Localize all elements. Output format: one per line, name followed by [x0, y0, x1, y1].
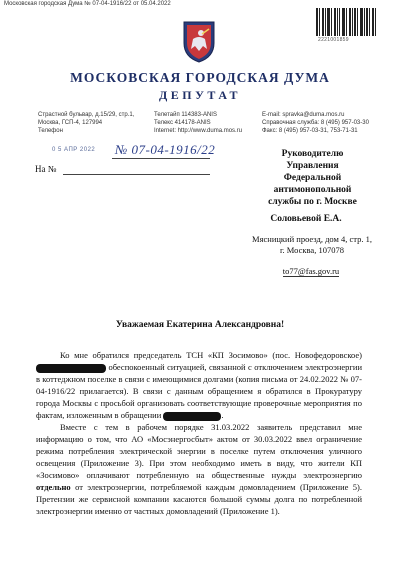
contact-line: Факс: 8 (495) 957-03-31, 753-71-31 [262, 128, 358, 134]
number-underline [112, 158, 210, 159]
document-header-line: Московская городская Дума № 07-04-1916/22 от 05.04.2022 [4, 1, 171, 7]
reply-to-label: На № [35, 164, 57, 174]
contact-line: Москва, ГСП-4, 127994 [38, 120, 103, 126]
paragraph-2 [36, 421, 362, 517]
redaction-block [163, 412, 221, 421]
contact-telex-block [154, 111, 242, 135]
contact-line: Internet: http://www.duma.mos.ru [154, 128, 243, 134]
recipient-title-line: Управления [286, 161, 339, 171]
contact-line: Справочная служба: 8 (495) 957-03-30 [262, 120, 369, 126]
recipient-title-line: Руководителю [281, 149, 344, 159]
paragraph-2-start: Вместе с тем в рабочем порядке 31.03.2022 заявитель представил мне информацию о том, что АО «Мосэнергосбыт» актом от 30.03.2022 ввел ограничение режима потребления электрической энергии в поселке путем отключения уличного освещения (Приложение 3). При этом необходимо иметь в виду, что жители КП «Зосимово» оплачивают потребленную на общественные нужды электроэнергию [36, 422, 362, 480]
letter-body [36, 349, 362, 517]
paragraph-2-rest: от электроэнергии, потребляемой каждым домовладением (Приложение 5). Претензии же сервисной компании касаются большой суммы долга по потребленной электроэнергии именно от частных домовладений (Приложение 1). [36, 482, 362, 516]
recipient-email [256, 266, 366, 276]
contact-line: Телефон [38, 128, 63, 134]
organization-name: МОСКОВСКАЯ ГОРОДСКАЯ ДУМА [70, 70, 330, 85]
redaction-block [36, 364, 106, 373]
paragraph-1-start: Ко мне обратился председатель ТСН «КП Зосимово» (пос. Новофедоровское) [60, 350, 362, 360]
recipient-title-line: антимонопольной [273, 185, 352, 195]
contact-address-block [38, 111, 134, 135]
recipient-address [242, 234, 382, 256]
emphasis-text: отдельно [36, 482, 71, 492]
recipient-title [250, 148, 375, 208]
recipient-title-line: службы по г. Москве [268, 197, 357, 207]
contact-line: Страстной бульвар, д.15/29, стр.1, [38, 112, 135, 118]
date-stamp: 0 5 АПР 2022 [52, 147, 96, 153]
recipient-address-line: Мясницкий проезд, дом 4, стр. 1, [252, 234, 372, 244]
barcode [316, 8, 376, 36]
greeting: Уважаемая Екатерина Александровна! [115, 320, 285, 330]
barcode-number: 2221001859 [318, 37, 349, 43]
paragraph-1: Ко мне обратился председатель ТСН «КП Зосимово» (пос. Новофедоровское) обеспокоенный ситуацией, связанной с отключением электроэнергии в коттеджном поселке в связи с имеющимися долгами (копия письма от 24.02.2022 № 07-04-1916/22 прилагается). В связи с данным обращением я обратился в Прокуратуру города Москвы с просьбой организовать соответствующие проверочные мероприятия по фактам, изложенным в обращении . [36, 350, 363, 420]
reply-to-underline [63, 174, 210, 175]
contact-email-block [262, 111, 369, 135]
recipient-name: Соловьевой Е.А. [270, 214, 342, 224]
moscow-coat-of-arms-icon [181, 19, 217, 63]
contact-line: Телетайп 114383-ANIS [154, 112, 217, 118]
organization-subtitle: ДЕПУТАТ [159, 88, 241, 102]
contact-line: Телекс 414178-ANIS [154, 120, 211, 126]
recipient-title-line: Федеральной [283, 173, 342, 183]
contact-line: E-mail: spravka@duma.mos.ru [262, 112, 345, 118]
handwritten-registration-number: № 07-04-1916/22 [115, 142, 216, 157]
paragraph-1-rest: обеспокоенный ситуацией, связанной с отключением электроэнергии в коттеджном поселке в связи с имеющимися долгами (копия письма от 24.02.2022 № 07-04-1916/22 прилагается). В связи с данным обращением я обратился в Прокуратуру города Москвы с просьбой организовать соответствующие проверочные мероприятия по фактам, изложенным в обращении [36, 362, 363, 420]
recipient-email-text: to77@fas.gov.ru [282, 266, 340, 276]
recipient-address-line: г. Москва, 107078 [280, 245, 344, 255]
